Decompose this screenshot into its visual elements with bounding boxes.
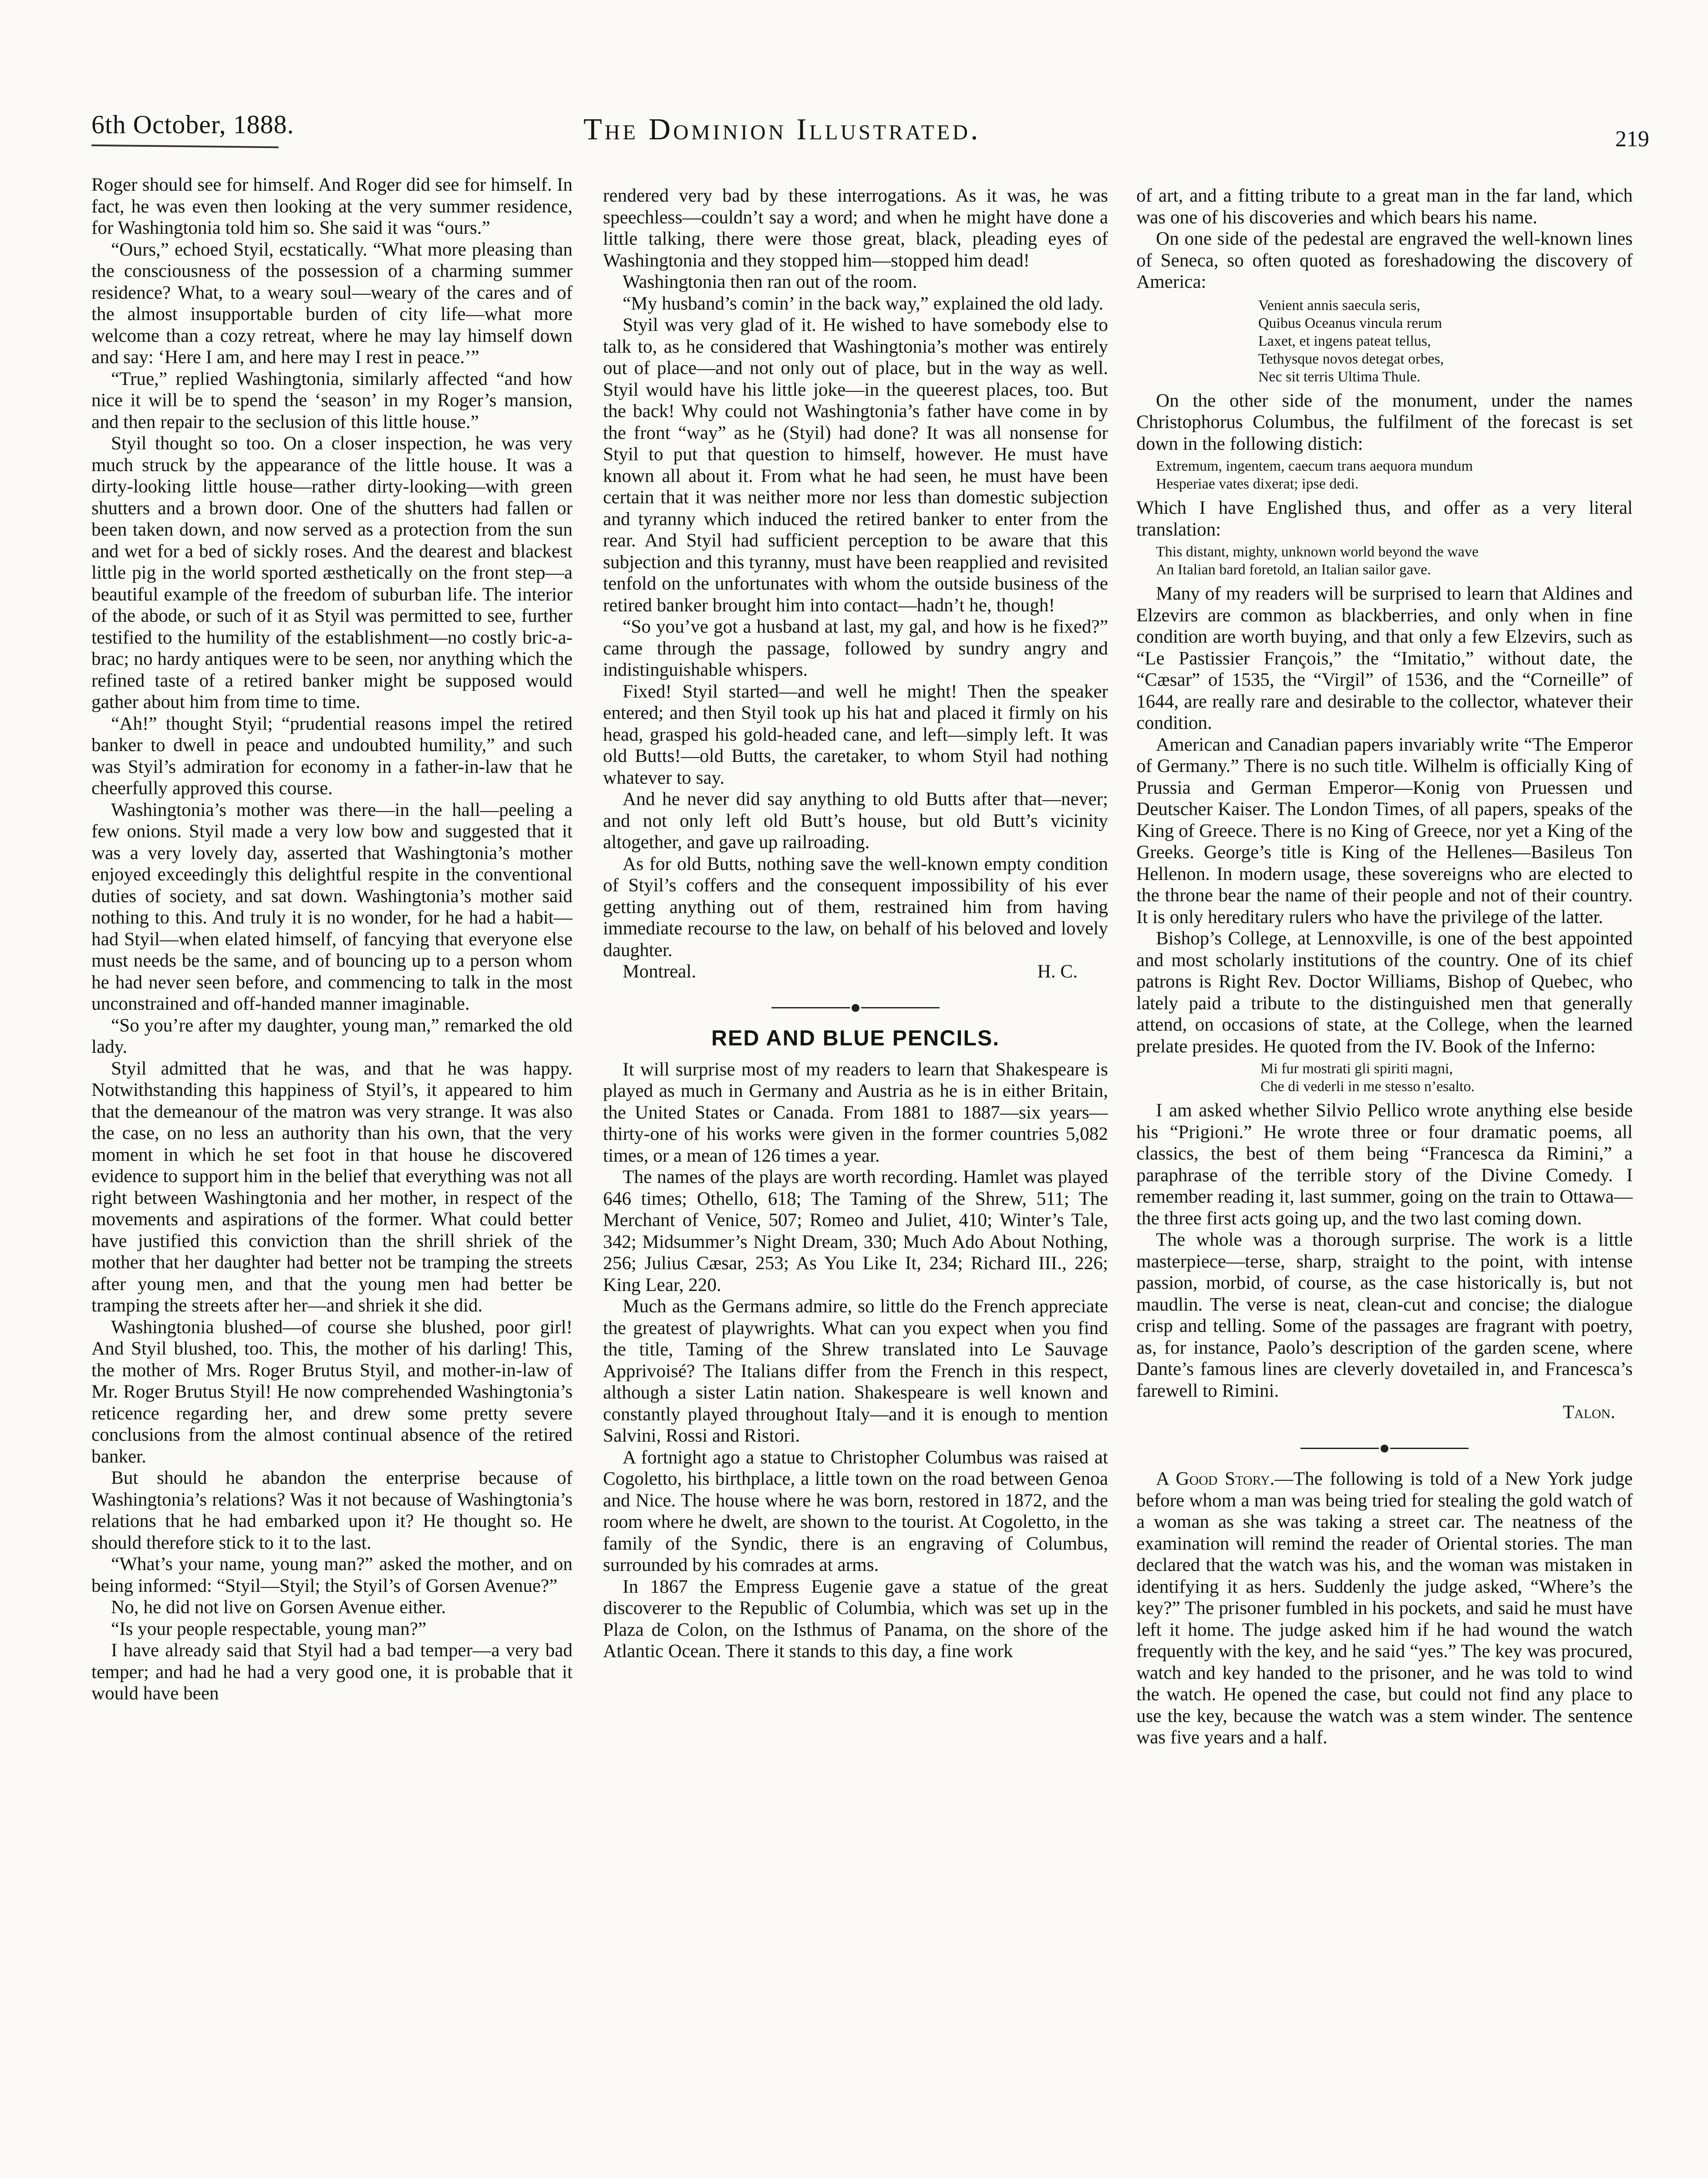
paragraph: “Is your people respectable, young man?” (111, 1618, 427, 1639)
paragraph: On the other side of the monument, under the names Christophorus Columbus, the fulfilment of the forecast is set down in the following distich: (1136, 390, 1633, 454)
paragraph: Much as the Germans admire, so little do the French appreciate the greatest of playwrights. What can you expect when you find the title, Taming of the Shrew translated into Le Sauvage Apprivoisé? The Italians differ from the French in this respect, although a sister Latin nation. Shakespeare is well known and constantly played throughout Italy—and it is enough to mention Salvini, Rossi and Ristori. (603, 1296, 1108, 1446)
verse-line: Extremum, ingentem, caecum trans aequora mundum (1156, 458, 1473, 474)
paragraph: “Ah!” thought Styil; “prudential reasons impel the retired banker to dwell in peace and undoubted humility,” and such was Styil’s admiration for economy in a father-in-law that he cheerfully approved this course. (91, 713, 573, 799)
translation-quote (1156, 543, 1633, 579)
publication-title: The Dominion Illustrated. (583, 113, 981, 146)
header-rule (91, 145, 279, 148)
paragraph: I have already said that Styil had a bad temper—a very bad temper; and had he had a very good one, it is probable that it would have been (91, 1640, 573, 1704)
verse-line: Quibus Oceanus vincula rerum (1258, 315, 1442, 331)
verse-line: Che di vederli in me stesso n’esalto. (1260, 1078, 1475, 1095)
paragraph: American and Canadian papers invariably write “The Emperor of Germany.” There is no such title. Wilhelm is officially King of Prussia and German Emperor—Konig von Pruessen und Deutscher Kaiser. The London Times, of all papers, speaks of the King of Greece. There is no King of Greece, nor yet a King of the Greeks. George’s title is King of the Hellenes—Basileus Ton Hellenon. In modern usage, these sovereigns who are elected to the throne bear the name of their people and not of their country. It is only hereditary rulers who have the privilege of the latter. (1136, 734, 1633, 927)
paragraph: On one side of the pedestal are engraved the well-known lines of Seneca, so often quoted as foreshadowing the discovery of America: (1136, 229, 1633, 292)
story-signature (603, 961, 1108, 983)
author-signature: Talon. (1563, 1402, 1615, 1422)
paragraph: “What’s your name, young man?” asked the mother, and on being informed: “Styil—Styil; the Styil’s of Gorsen Avenue?” (91, 1554, 573, 1596)
verse-line: Nec sit terris Ultima Thule. (1258, 368, 1421, 385)
paragraph: The names of the plays are worth recording. Hamlet was played 646 times; Othello, 618; The Taming of the Shrew, 511; The Merchant of Venice, 507; Romeo and Juliet, 410; Winter’s Tale, 342; Midsummer’s Night Dream, 330; Much Ado About Nothing, 256; Julius Cæsar, 253; As You Like It, 234; Richard III., 226; King Lear, 220. (603, 1167, 1108, 1295)
verse-line: Venient annis saecula seris, (1258, 297, 1420, 313)
paragraph: Which I have Englished thus, and offer as a very literal translation: (1136, 498, 1633, 540)
paragraph: “So you’re after my daughter, young man,” remarked the old lady. (91, 1015, 573, 1057)
section-divider (1136, 1436, 1633, 1458)
story-text: —The following is told of a New York judge before whom a man was being tried for stealing the gold watch of a woman as she was taking a street car. The neatness of the examination will remind the reader of Oriental stories. The man declared that the watch was his, and the woman was mistaken in identifying it as hers. Suddenly the judge asked, “Where’s the key?” The prisoner fumbled in his pockets, and said he must have left it home. The judge asked him if he had wound the watch frequently with the key, and he said “yes.” The key was procured, watch and key handed to the prisoner, and he was told to wind the watch. He opened the case, but could not find any place to use the key, because the watch was a stem winder. The sentence was five years and a half. (1136, 1469, 1633, 1748)
signature-place: Montreal. (623, 961, 697, 982)
inferno-quote (1156, 1060, 1633, 1095)
paragraph: And he never did say anything to old Butts after that—never; and not only left old Butt’s house, but old Butt’s vicinity altogether, and gave up railroading. (603, 789, 1108, 853)
paragraph: I am asked whether Silvio Pellico wrote anything else beside his “Prigioni.” He wrote three or four dramatic poems, all classics, the best of them being “Francesca da Rimini,” a paraphrase of the terrible story of the Divine Comedy. I remember reading it, last summer, going on the train to Ottawa—the three first acts going up, and the two last coming down. (1136, 1100, 1633, 1229)
distich-quote (1156, 457, 1633, 493)
paragraph (1136, 1468, 1633, 1749)
paragraph: Washingtonia’s mother was there—in the hall—peeling a few onions. Styil made a very low bow and suggested that it was a very lovely day, asserted that Washingtonia’s mother enjoyed exceedingly this delightful respite in the conventional duties of society, and sat down. Washingtonia’s mother said nothing to this. And truly it is no wonder, for he had a habit—had Styil—when elated himself, of fancying that everyone else must needs be the same, and of bouncing up to a person whom he had never seen before, and commencing to talk in the most unconstrained and off-handed manner imaginable. (91, 799, 573, 1014)
paragraph: Fixed! Styil started—and well he might! Then the speaker entered; and then Styil took up his hat and placed it firmly on his head, grasped his gold-headed cane, and left—simply left. It was old Butts!—old Butts, the caretaker, to whom Styil had nothing whatever to say. (603, 681, 1108, 788)
paragraph: Washingtonia blushed—of course she blushed, poor girl! And Styil blushed, too. This, the mother of his darling! This, the mother of Mrs. Roger Brutus Styil, and mother-in-law of Mr. Roger Brutus Styil! He now comprehended Washingtonia’s reticence regarding her, and drew some pretty severe conclusions from the almost continual absence of the retired banker. (91, 1317, 573, 1467)
column-2 (603, 185, 1108, 1662)
paragraph: “My husband’s comin’ in the back way,” explained the old lady. (623, 293, 1104, 314)
paragraph: Washingtonia then ran out of the room. (623, 272, 917, 292)
column-1 (91, 174, 573, 1705)
paragraph: “Ours,” echoed Styil, ecstatically. “What more pleasing than the consciousness of the possession of a charming summer residence? What, to a weary soul—weary of the cares and of the almost insupportable burden of city life—what more welcome than a cozy retreat, where he may lay himself down and say: ‘Here I am, and here may I rest in peace.’” (91, 239, 573, 367)
verse-line: Tethysque novos detegat orbes, (1258, 350, 1444, 367)
paragraph: Styil was very glad of it. He wished to have somebody else to talk to, as he considered that Washingtonia’s mother was entirely out of place—and not only out of place, but in the way as well. Styil would have his little joke—in the queerest places, too. But the back! Why could not Washingtonia’s father have come in by the front “way” as he (Styil) had done? It was all nonsense for Styil to put that question to himself, however. He must have known all about it. From what he had seen, he must have been certain that it was neither more nor less than domestic subjection and tyranny which induced the retired banker to enter from the rear. And Styil had sufficient perception to be aware that this subjection and this tyranny, must have been reapplied and revisited tenfold on the unfortunates with whom the outside business of the retired banker brought him into contact—hadn’t he, though! (603, 315, 1108, 616)
paragraph: rendered very bad by these interrogations. As it was, he was speechless—couldn’t say a word; and when he might have done a little talking, there were those great, black, pleading eyes of Washingtonia and they stopped him—stopped him dead! (603, 185, 1108, 271)
issue-date: 6th October, 1888. (91, 110, 294, 139)
paragraph: It will surprise most of my readers to learn that Shakespeare is played as much in Germany and Austria as he is in either Britain, the United States or Canada. From 1881 to 1887—six years—thirty-one of his works were given in the former countries 5,082 times, or a mean of 126 times a year. (603, 1059, 1108, 1166)
paragraph: In 1867 the Empress Eugenie gave a statue of the great discoverer to the Republic of Columbia, which was set up in the Plaza de Colon, on the Isthmus of Panama, on the shore of the Atlantic Ocean. There it stands to this day, a fine work (603, 1576, 1108, 1661)
paragraph: The whole was a thorough surprise. The work is a little masterpiece—terse, sharp, straight to the point, with intense passion, morbid, of course, as the case historically is, but not maudlin. The verse is neat, clean-cut and concise; the dialogue crisp and telling. Some of the passages are fragrant with poetry, as, for instance, Paolo’s description of the garden scene, where Dante’s famous lines are cleverly dovetailed in, and Francesca’s farewell to Rimini. (1136, 1230, 1633, 1401)
verse-line: Hesperiae vates dixerat; ipse dedi. (1156, 476, 1359, 492)
paragraph: As for old Butts, nothing save the well-known empty condition of Styil’s coffers and the consequent impossibility of his ever getting anything out of them, restrained him from having immediate recourse to the law, on behalf of his beloved and lovely daughter. (603, 853, 1108, 960)
paragraph: Styil thought so too. On a closer inspection, he was very much struck by the appearance of the little house. It was a dirty-looking little house—rather dirty-looking—with green shutters and a brown door. One of the shutters had fallen or been taken down, and now served as a protection from the sun and wet for a bed of sickly roses. And the dearest and blackest little pig in the world sported æsthetically on the front step—a beautiful example of the freedom of suburban life. The interior of the abode, or such of it as Styil was permitted to see, further testified to the humility of the establishment—no costly bric-a-brac; no hardy antiques were to be seen, nor anything which the refined taste of a retired banker might be supposed would gather about him from time to time. (91, 433, 573, 712)
verse-line: An Italian bard foretold, an Italian sailor gave. (1156, 562, 1431, 578)
paragraph: A fortnight ago a statue to Christopher Columbus was raised at Cogoletto, his birthplace, a little town on the road between Genoa and Nice. The house where he was born, restored in 1872, and the room where he dwelt, are shown to the tourist. At Cogoletto, in the family of the Syndic, there is an engraving of Columbus, surrounded by his comrades at arms. (603, 1447, 1108, 1575)
verse-line: This distant, mighty, unknown world beyond the wave (1156, 544, 1479, 560)
verse-line: Mi fur mostrati gli spiriti magni, (1260, 1061, 1453, 1077)
seneca-quote (1258, 297, 1633, 386)
paragraph: Many of my readers will be surprised to learn that Aldines and Elzevirs are common as blackberries, and only when in fine condition are worth buying, and that only a few Elzevirs, such as “Le Pastissier François,” the “Imitatio,” without date, the “Cæsar” of 1535, the “Virgil” of 1536, and the “Corneille” of 1644, are really rare and desirable to the collector, whatever their condition. (1136, 583, 1633, 733)
paragraph: Styil admitted that he was, and that he was happy. Notwithstanding this happiness of Styil’s, it appeared to him that the demeanour of the matron was very strange. It was also the case, on no less an authority than his own, that the very moment in which he set foot in that house he discovered evidence to support him in the belief that everything was not all right between Washingtonia and her mother, in respect of the movements and aspirations of the former. What could better have justified this conviction than the shrill shriek of the mother that her daughter had better not be tramping the streets after young men, and that the young men had better be tramping the streets after her—and shriek it she did. (91, 1058, 573, 1316)
signature-initials: H. C. (1037, 961, 1078, 982)
section-title: RED AND BLUE PENCILS. (711, 1026, 1000, 1050)
paragraph: of art, and a fitting tribute to a great man in the far land, which was one of his discoveries and which bears his name. (1136, 185, 1633, 228)
column-3 (1136, 185, 1633, 1749)
paragraph: Bishop’s College, at Lennoxville, is one of the best appointed and most scholarly institutions of the country. One of its chief patrons is Right Rev. Doctor Williams, Bishop of Quebec, who lately paid a tribute to the distinguished men that generally attend, on occasions of state, at the College, when the learned prelate presides. He quoted from the IV. Book of the Inferno: (1136, 928, 1633, 1057)
story-lead: A Good Story. (1156, 1469, 1275, 1489)
paragraph: No, he did not live on Gorsen Avenue either. (111, 1597, 446, 1618)
paragraph: “True,” replied Washingtonia, similarly affected “and how nice it will be to spend the ‘season’ in my Roger’s mansion, and then repair to the seclusion of this little house.” (91, 368, 573, 432)
paragraph: “So you’ve got a husband at last, my gal, and how is he fixed?” came through the passage, followed by sundry angry and indistinguishable whispers. (603, 617, 1108, 680)
verse-line: Laxet, et ingens pateat tellus, (1258, 333, 1431, 349)
paragraph: Roger should see for himself. And Roger did see for himself. In fact, he was even then looking at the very summer residence, for Washingtonia told him so. She said it was “ours.” (91, 175, 573, 238)
paragraph: But should he abandon the enterprise because of Washingtonia’s relations? Was it not because of Washingtonia’s relations that he had embarked upon it? He thought so. He should therefore stick to it to the last. (91, 1468, 573, 1553)
page-number: 219 (1615, 127, 1649, 152)
section-divider (603, 996, 1108, 1018)
